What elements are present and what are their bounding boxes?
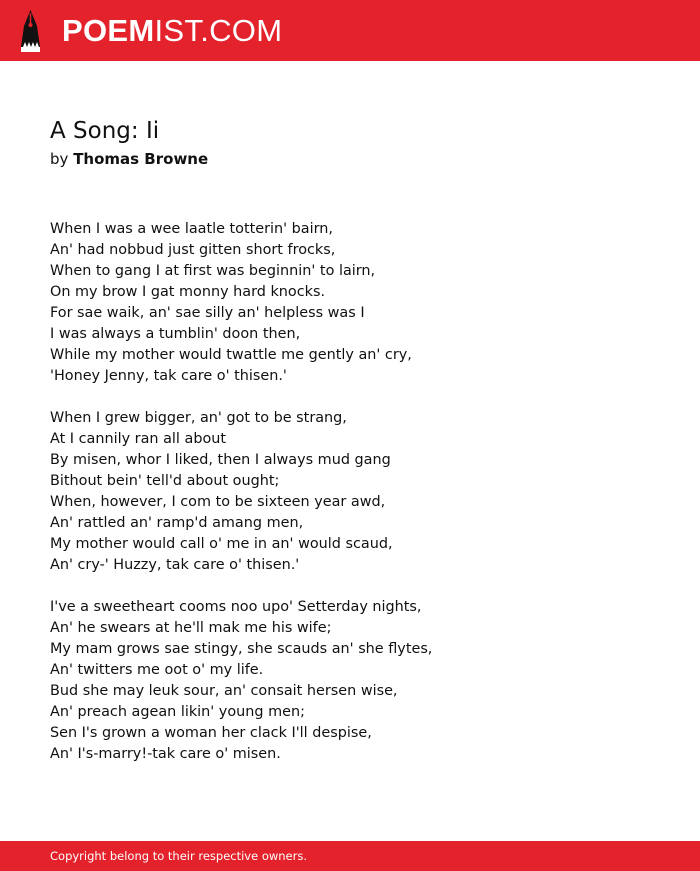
poem-line: When, however, I com to be sixteen year awd,: [50, 494, 386, 510]
poem-line: I've a sweetheart cooms noo upo' Setterday nights,: [50, 599, 422, 615]
poem-line: My mam grows sae stingy, she scauds an' she flytes,: [50, 641, 433, 657]
poem-line: On my brow I gat monny hard knocks.: [50, 284, 326, 300]
poem-line: An' he swears at he'll mak me his wife;: [50, 620, 332, 636]
poem-line: Bud she may leuk sour, an' consait hersen wise,: [50, 683, 398, 699]
poem-line: When I was a wee laatle totterin' bairn,: [50, 221, 333, 237]
site-footer: [0, 841, 700, 871]
logo-text-light: IST.COM: [154, 13, 283, 48]
poem-byline: [50, 149, 208, 169]
by-label: by: [50, 150, 69, 168]
site-header: [0, 0, 700, 61]
poem-line: An' twitters me oot o' my life.: [50, 662, 264, 678]
poem-line: An' preach agean likin' young men;: [50, 704, 305, 720]
poem-line: An' I's-marry!-tak care o' misen.: [50, 746, 281, 762]
poem-title: A Song: Ii: [50, 118, 160, 144]
pen-nib-icon[interactable]: [18, 9, 43, 52]
poem-line: An' rattled an' ramp'd amang men,: [50, 515, 304, 531]
poem-author: Thomas Browne: [73, 150, 209, 168]
poem-line: While my mother would twattle me gently an' cry,: [50, 347, 412, 363]
poem-line: For sae waik, an' sae silly an' helpless was I: [50, 305, 365, 321]
stanza: [50, 408, 650, 576]
stanza: [50, 597, 650, 765]
poem-line: Bithout bein' tell'd about ought;: [50, 473, 280, 489]
logo-text-bold: POEM: [62, 13, 155, 48]
poem-line: Sen I's grown a woman her clack I'll despise,: [50, 725, 372, 741]
poem-body: [50, 219, 650, 786]
poem-line: At I cannily ran all about: [50, 431, 227, 447]
copyright-text: Copyright belong to their respective owners.: [50, 849, 308, 863]
poem-line: An' cry-' Huzzy, tak care o' thisen.': [50, 557, 300, 573]
poem-line: When I grew bigger, an' got to be strang,: [50, 410, 347, 426]
poem-line: My mother would call o' me in an' would scaud,: [50, 536, 393, 552]
poem-line: By misen, whor I liked, then I always mud gang: [50, 452, 391, 468]
site-logo[interactable]: [62, 12, 282, 50]
poem-line: I was always a tumblin' doon then,: [50, 326, 301, 342]
poem-line: An' had nobbud just gitten short frocks,: [50, 242, 336, 258]
stanza: [50, 219, 650, 387]
poem-line: 'Honey Jenny, tak care o' thisen.': [50, 368, 287, 384]
poem-line: When to gang I at first was beginnin' to lairn,: [50, 263, 376, 279]
